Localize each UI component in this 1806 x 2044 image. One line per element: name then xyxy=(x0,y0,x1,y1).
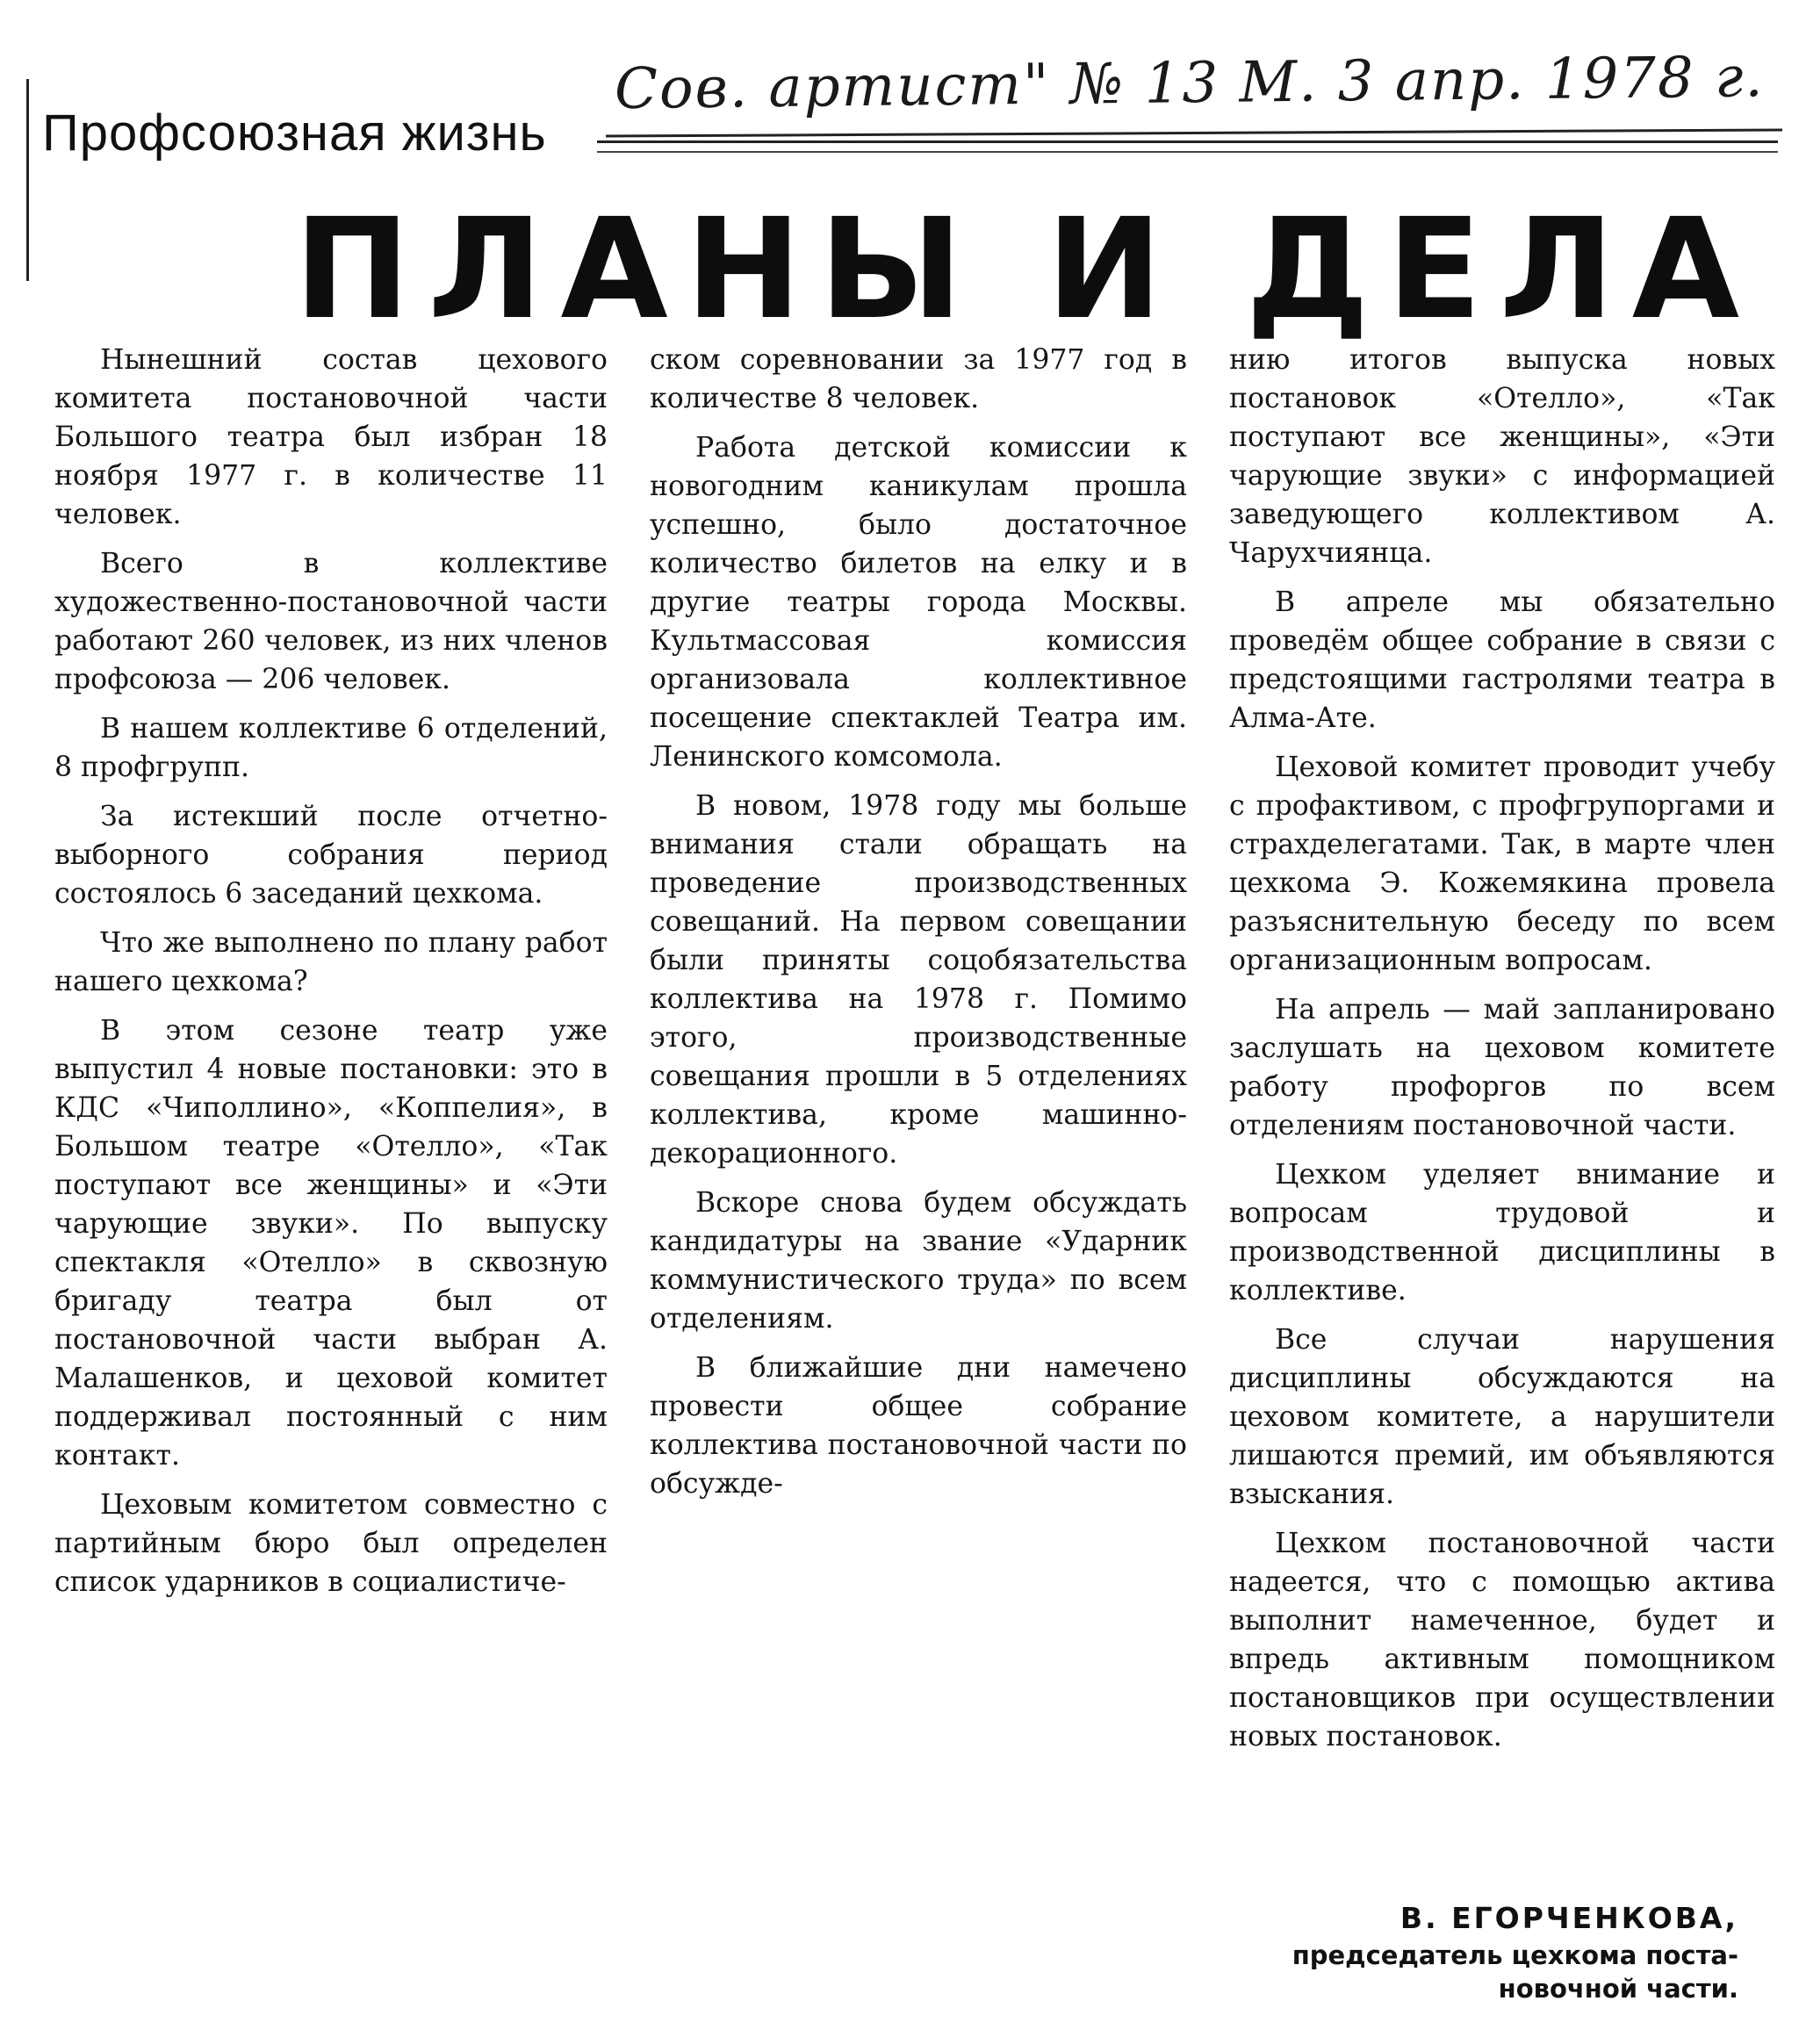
paragraph: В апреле мы обязательно проведём общее собрание в связи с предстоящими гастролями театра в Алма-Ате. xyxy=(1229,587,1775,734)
paragraph: В ближайшие дни намечено провести общее собрание коллектива постановочной части по обсужде- xyxy=(650,1352,1187,1500)
paragraph: В нашем коллективе 6 отделений, 8 профгрупп. xyxy=(54,713,608,783)
rubric-rule xyxy=(597,140,1778,143)
article-headline: ПЛАНЫ И ДЕЛА xyxy=(294,189,1758,350)
paragraph: Цехком уделяет внимание и вопросам трудовой и производственной дисциплины в коллективе. xyxy=(1229,1159,1775,1306)
paragraph: Работа детской комиссии к новогодним каникулам прошла успешно, было достаточное количество билетов на елку и в другие театры города Москвы. Культмассовая комиссия организовала коллективное посещение спектаклей Театра им. Ленинского комсомола. xyxy=(650,432,1187,773)
handwritten-underline xyxy=(606,128,1782,137)
author-signature xyxy=(1212,1898,1738,2005)
paragraph: Нынешний состав цехового комитета постановочной части Большого театра был избран 18 ноября 1977 г. в количестве 11 человек. xyxy=(54,344,608,530)
author-title-line-1: председатель цехкома поста- xyxy=(1292,1940,1738,1970)
paragraph: Цехком постановочной части надеется, что с помощью актива выполнит намеченное, будет и впредь активным помощником постановщиков при осуществлении новых постановок. xyxy=(1229,1528,1775,1753)
author-name: В. ЕГОРЧЕНКОВА, xyxy=(1399,1901,1738,1935)
article-column-2 xyxy=(650,341,1187,1514)
paragraph: В этом сезоне театр уже выпустил 4 новые постановки: это в КДС «Чиполлино», «Коппелия», в Большом театре «Отелло», «Так поступают все женщины» и «Эти чарующие звуки». По выпуску спектакля «Отелло» в сквозную бригаду театра был от постановочной части выбран А. Малашенков, и цеховой комитет поддерживал постоянный с ним контакт. xyxy=(54,1015,608,1472)
paragraph: На апрель — май запланировано заслушать на цеховом комитете работу профоргов по всем отделениям постановочной части. xyxy=(1229,994,1775,1141)
section-rubric: Профсоюзная жизнь xyxy=(42,104,547,162)
rubric-rule-secondary xyxy=(597,151,1778,153)
article-column-1 xyxy=(54,341,608,1612)
paragraph: Вскоре снова будем обсуждать кандидатуры на звание «Ударник коммунистического труда» по всем отделениям. xyxy=(650,1187,1187,1335)
paragraph: Что же выполнено по плану работ нашего цехкома? xyxy=(54,927,608,997)
article-column-3 xyxy=(1229,341,1775,1767)
paragraph: За истекший после отчетно-выборного собрания период состоялось 6 заседаний цехкома. xyxy=(54,801,608,910)
paragraph: нию итогов выпуска новых постановок «Отелло», «Так поступают все женщины», «Эти чарующие звуки» с информацией заведующего коллективом А. Чарухчиянца. xyxy=(1229,344,1775,569)
paragraph: ском соревновании за 1977 год в количестве 8 человек. xyxy=(650,344,1187,414)
author-title-line-2: новочной части. xyxy=(1498,1974,1738,2004)
paragraph: Все случаи нарушения дисциплины обсуждаются на цеховом комитете, а нарушители лишаются премий, им объявляются взыскания. xyxy=(1229,1324,1775,1510)
paragraph: Цеховой комитет проводит учебу с профактивом, с профгрупоргами и страхделегатами. Так, в марте член цехкома Э. Кожемякина провела разъяснительную беседу по всем организационным вопросам. xyxy=(1229,752,1775,976)
handwritten-source-note: Сов. артист" № 13 М. 3 апр. 1978 г. xyxy=(614,45,1766,123)
paragraph: В новом, 1978 году мы больше внимания стали обращать на проведение производственных совещаний. На первом совещании были приняты соцобязательства коллектива на 1978 г. Помимо этого, производственные совещания прошли в 5 отделениях коллектива, кроме машинно-декорационного. xyxy=(650,790,1187,1170)
left-margin-line xyxy=(26,79,29,281)
paragraph: Всего в коллективе художественно-постановочной части работают 260 человек, из них членов профсоюза — 206 человек. xyxy=(54,548,608,695)
paragraph: Цеховым комитетом совместно с партийным бюро был определен список ударников в социалистиче- xyxy=(54,1489,608,1598)
